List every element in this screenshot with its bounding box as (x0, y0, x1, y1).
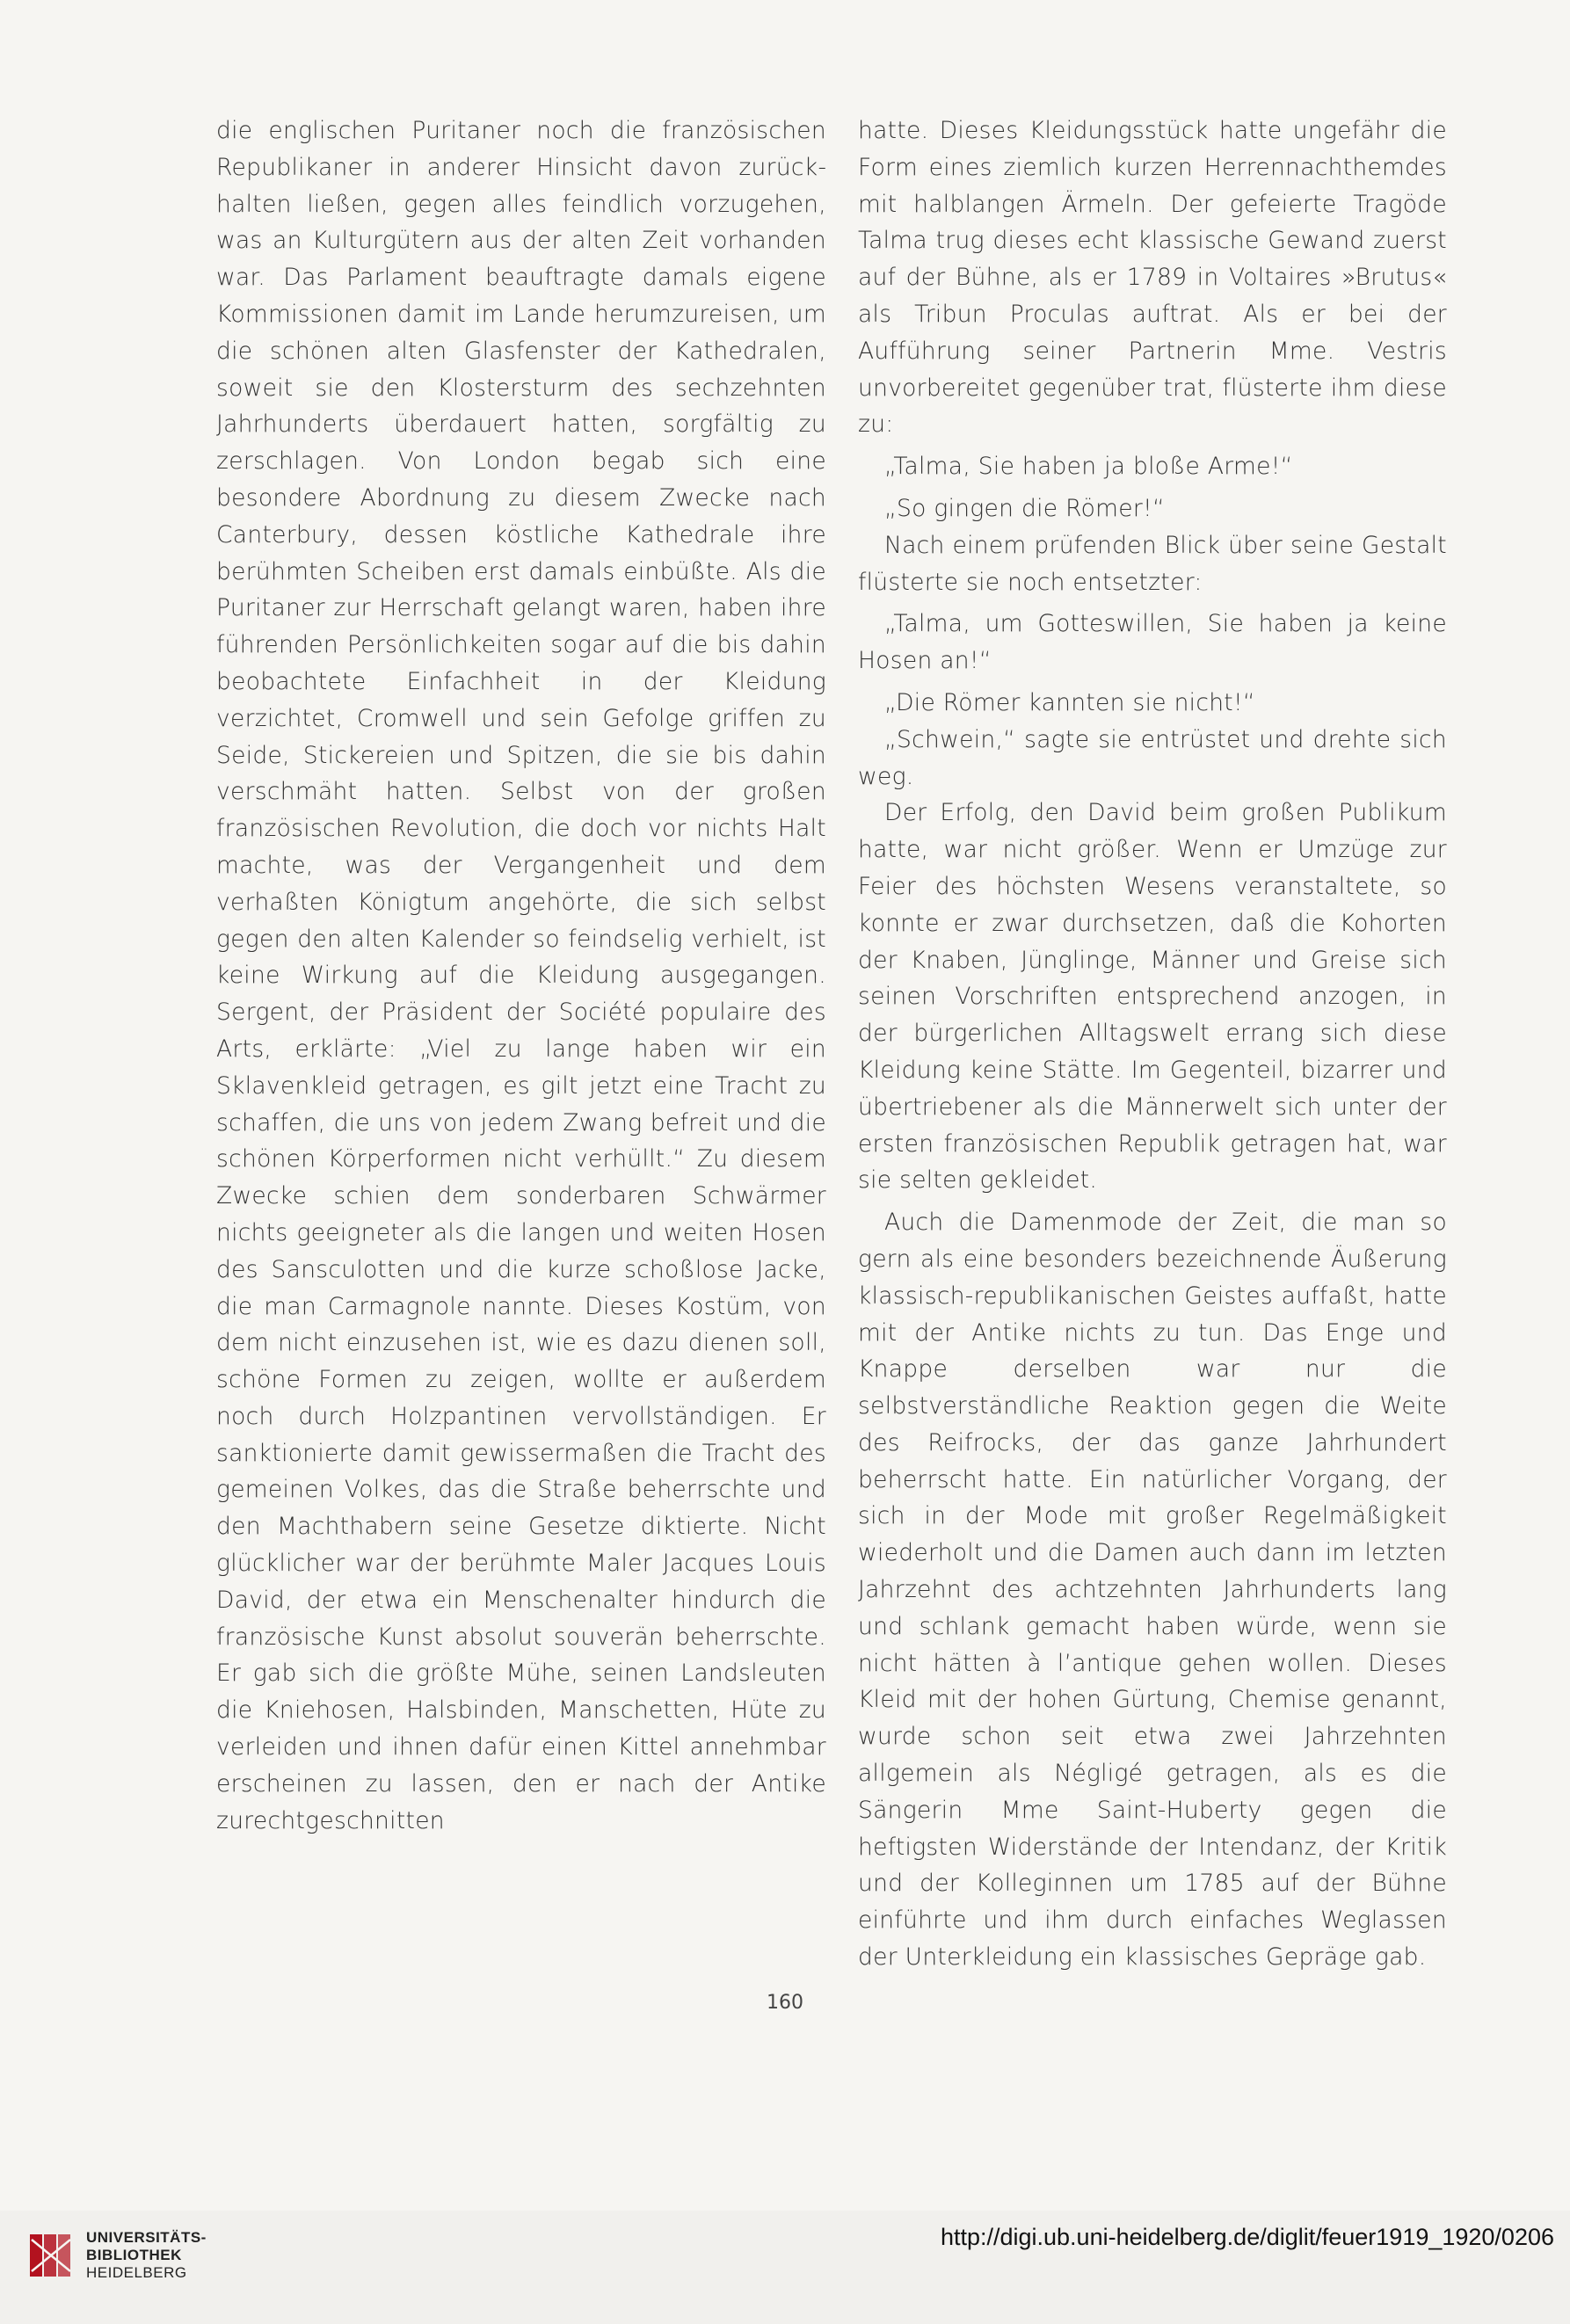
paragraph: Auch die Damenmode der Zeit, die man so gern als eine besonders bezeichnende Äußerung klassisch-republikanischen Geistes auffaßt, hatte mit der Antike nichts zu tun. Das Enge und Knappe derselben war nur die selbstverständliche Reaktion gegen die Weite des Reifrocks, der das ganze Jahrhundert beherrscht hatte. Ein natürlicher Vorgang, der sich in der Mode mit großer Regelmäßigkeit wiederholt und die Damen auch dann im letzten Jahrzehnt des achtzehnten Jahrhunderts lang und schlank gemacht haben würde, wenn sie nicht hätten à l’antique gehen wollen. Dieses Kleid mit der hohen Gürtung, Chemise genannt, wurde schon seit etwa zwei Jahrzehnten allgemein als Négligé getragen, als es die Sängerin Mme Saint-Huberty gegen die heftigsten Widerstände der Intendanz, der Kritik und der Kolleginnen um 1785 auf der Bühne einführte und ihm durch einfaches Weglassen der Unterkleidung ein klassisches Gepräge gab. (858, 1209, 1447, 1972)
page-number: 160 (767, 1992, 803, 2014)
library-name-line3: HEIDELBERG (86, 2264, 187, 2281)
paragraph: die englischen Puritaner noch die französischen Republikaner in anderer Hinsicht davon zurückhalten ließen, gegen alles feindlich vorzugehen, was an Kulturgütern aus der alten Zeit vorhanden war. Das Parlament beauftragte damals eigene Kommissionen damit im Lande herumzureisen, um die schönen alten Glasfenster der Kathedralen, soweit sie den Klostersturm des sechzehnten Jahrhunderts überdauert hatten, sorgfältig zu zerschlagen. Von London begab sich eine besondere Abordnung zu diesem Zwecke nach Canterbury, dessen köstliche Kathedrale ihre berühmten Scheiben erst damals einbüßte. Als die Puritaner zur Herrschaft gelangt waren, haben ihre führenden Persönlichkeiten sogar auf die bis dahin beobachtete Einfachheit in der Kleidung verzichtet, Cromwell und sein Gefolge griffen zu Seide, Stickereien und Spitzen, die sie bis dahin verschmäht hatten. Selbst von der großen französischen Revolution, die doch vor nichts Halt machte, was der Vergangenheit und dem verhaßten Königtum angehörte, die sich selbst gegen den alten Kalender so feindselig verhielt, ist keine Wirkung auf die Kleidung ausgegangen. Sergent, der Präsident der Société populaire des Arts, erklärte: „Viel zu lange haben wir ein Sklavenkleid getragen, es gilt jetzt eine Tracht zu schaffen, die uns von jedem Zwang befreit und die schönen Körperformen nicht verhüllt.“ Zu diesem Zwecke schien dem sonderbaren Schwärmer nichts geeigneter als die langen und weiten Hosen des Sansculotten und die kurze schoßlose Jacke, die man Carmagnole nannte. Dieses Kostüm, von dem nicht einzusehen ist, wie es dazu dienen soll, schöne Formen zu zeigen, wollte er außerdem noch durch Holzpantinen vervollständigen. Er sanktionierte damit gewissermaßen die Tracht des gemeinen Volkes, das die Straße beherrschte und den Machthabern seine Gesetze diktierte. Nicht glücklicher war der berühmte Maler Jacques Louis David, der etwa ein Menschenalter hindurch die französische Kunst absolut souverän beherrschte. Er gab sich die größte Mühe, seinen Landsleuten die Kniehosen, Halsbinden, Manschetten, Hüte zu verleiden und ihnen dafür einen Kittel annehmbar erscheinen zu lassen, den er nach der Antike zurechtgeschnitten (216, 117, 826, 1834)
library-logo-text (86, 2229, 207, 2282)
quote-line: „So gingen die Römer!“ (884, 494, 1165, 522)
right-text-column (858, 113, 1447, 1976)
quote-line: „Die Römer kannten sie nicht!“ (884, 688, 1255, 716)
paragraph: hatte. Dieses Kleidungsstück hatte ungefähr die Form eines ziemlich kurzen Herrennachthemdes mit halblangen Ärmeln. Der gefeierte Tragöde Talma trug dieses echt klassische Gewand zuerst auf der Bühne, als er 1789 in Voltaires »Brutus« als Tribun Proculas auftrat. Als er bei der Aufführung seiner Partnerin Mme. Vestris unvorbereitet gegenüber trat, flüsterte ihm diese zu: (858, 117, 1447, 439)
left-text-column (216, 113, 826, 1839)
paragraph: Nach einem prüfenden Blick über seine Gestalt flüsterte sie noch entsetzter: (858, 531, 1447, 596)
library-name-line2: BIBLIOTHEK (86, 2247, 182, 2263)
library-name-line1: UNIVERSITÄTS- (86, 2229, 207, 2246)
ub-heidelberg-logo-icon (26, 2231, 76, 2280)
quote-line: „Talma, Sie haben ja bloße Arme!“ (884, 453, 1293, 481)
quote-line: „Talma, um Gotteswillen, Sie haben ja keine Hosen an!“ (858, 610, 1447, 675)
paragraph: Der Erfolg, den David beim großen Publikum hatte, war nicht größer. Wenn er Umzüge zur Feier des höchsten Wesens veranstaltete, so konnte er zwar durchsetzen, daß die Kohorten der Knaben, Jünglinge, Männer und Greise sich seinen Vorschriften entsprechend anzogen, in der bürgerlichen Alltagswelt errang sich diese Kleidung keine Stätte. Im Gegenteil, bizarrer und übertriebener als die Männerwelt sich unter der ersten französischen Republik getragen hat, war sie selten gekleidet. (858, 799, 1447, 1195)
quote-line: „Schwein,“ sagte sie entrüstet und drehte sich weg. (858, 725, 1447, 790)
source-url-link[interactable]: http://digi.ub.uni-heidelberg.de/diglit/feuer1919_1920/0206 (940, 2224, 1554, 2250)
